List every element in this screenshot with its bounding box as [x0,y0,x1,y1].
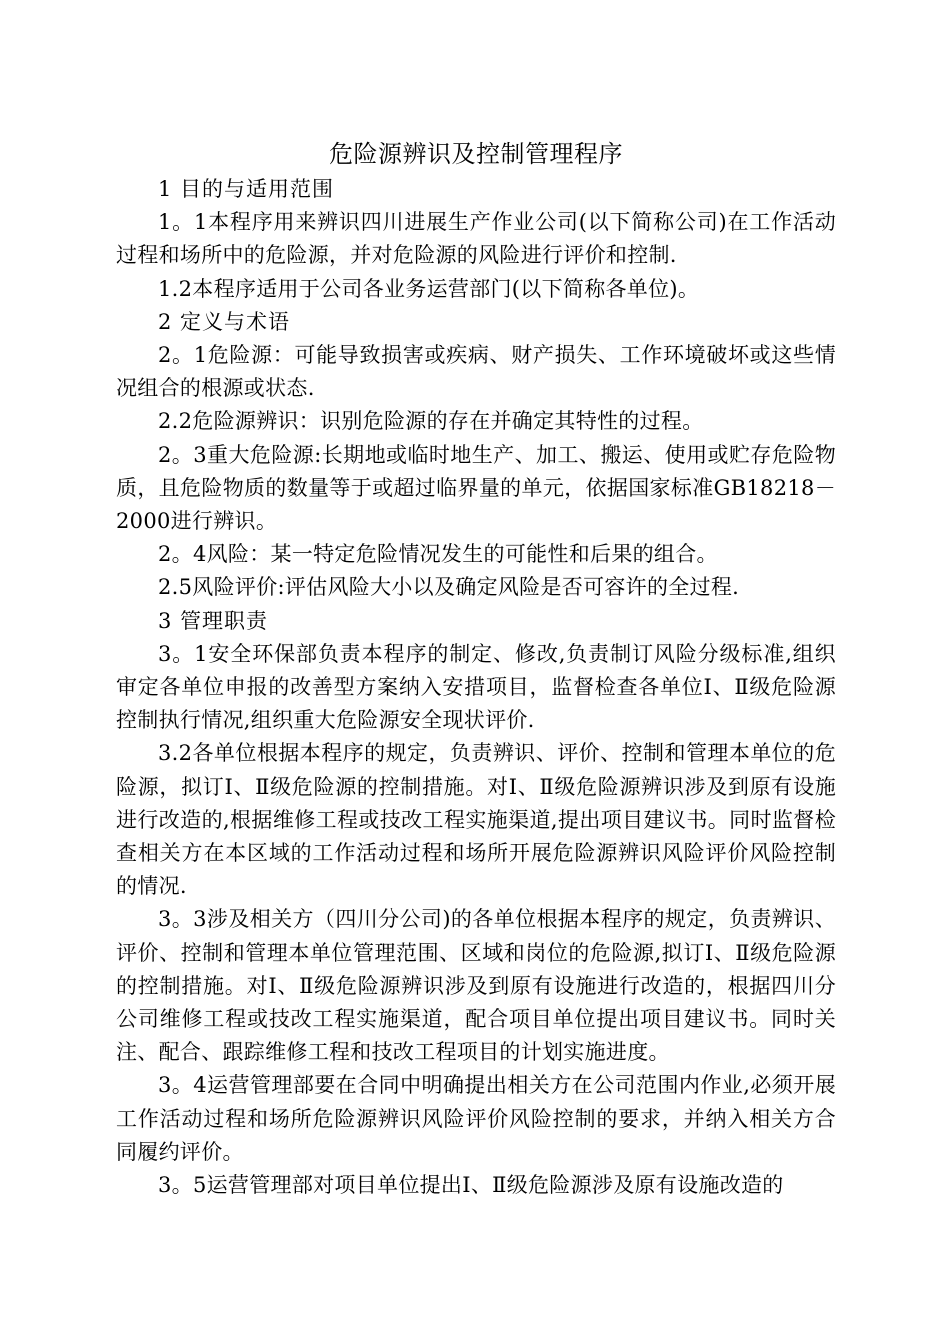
paragraph-2-3: 2。3重大危险源:长期地或临时地生产、加工、搬运、使用或贮存危险物质，且危险物质的数量等于或超过临界量的单元，依据国家标准GB18218－2000进行辨识。 [116,442,836,534]
paragraph-3-4: 3。4运营管理部要在合同中明确提出相关方在公司范围内作业,必须开展工作活动过程和场所危险源辨识风险评价风险控制的要求，并纳入相关方合同履约评价。 [116,1073,836,1164]
paragraph-2-5: 2.5风险评价:评估风险大小以及确定风险是否可容许的全过程. [158,575,740,600]
paragraph-3-1: 3。1安全环保部负责本程序的制定、修改,负责制订风险分级标准,组织审定各单位申报的改善型方案纳入安措项目，监督检查各单位Ⅰ、Ⅱ级危险源控制执行情况,组织重大危险源安全现状评价. [116,641,836,733]
document-body [116,138,836,1202]
paragraph-2-1: 2。1危险源：可能导致损害或疾病、财产损失、工作环境破坏或这些情况组合的根源或状态. [116,343,836,401]
section-heading-3: 3 管理职责 [158,608,269,633]
paragraph-3-2: 3.2各单位根据本程序的规定，负责辨识、评价、控制和管理本单位的危险源，拟订Ⅰ、Ⅱ级危险源的控制措施。对Ⅰ、Ⅱ级危险源辨识涉及到原有设施进行改造的,根据维修工程或技改工程实施渠道,提出项目建议书。同时监督检查相关方在本区域的工作活动过程和场所开展危险源辨识风险评价风险控制的情况. [116,741,836,899]
paragraph-2-2: 2.2危险源辨识：识别危险源的存在并确定其特性的过程。 [158,409,704,434]
section-heading-2: 2 定义与术语 [158,309,291,334]
paragraph-2-4: 2。4风险：某一特定危险情况发生的可能性和后果的组合。 [158,542,718,567]
document-title: 危险源辨识及控制管理程序 [329,140,623,168]
paragraph-1-1: 1。1本程序用来辨识四川进展生产作业公司(以下简称公司)在工作活动过程和场所中的危险源，并对危险源的风险进行评价和控制. [116,210,836,268]
paragraph-3-3: 3。3涉及相关方（四川分公司)的各单位根据本程序的规定，负责辨识、评价、控制和管理本单位管理范围、区域和岗位的危险源,拟订Ⅰ、Ⅱ级危险源的控制措施。对Ⅰ、Ⅱ级危险源辨识涉及到原有设施进行改造的，根据四川分公司维修工程或技改工程实施渠道，配合项目单位提出项目建议书。同时关注、配合、跟踪维修工程和技改工程项目的计划实施进度。 [116,907,836,1065]
paragraph-1-2: 1.2本程序适用于公司各业务运营部门(以下简称各单位)。 [158,276,700,301]
paragraph-3-5: 3。5运营管理部对项目单位提出Ⅰ、Ⅱ级危险源涉及原有设施改造的 [158,1173,784,1198]
section-heading-1: 1 目的与适用范围 [158,177,335,201]
